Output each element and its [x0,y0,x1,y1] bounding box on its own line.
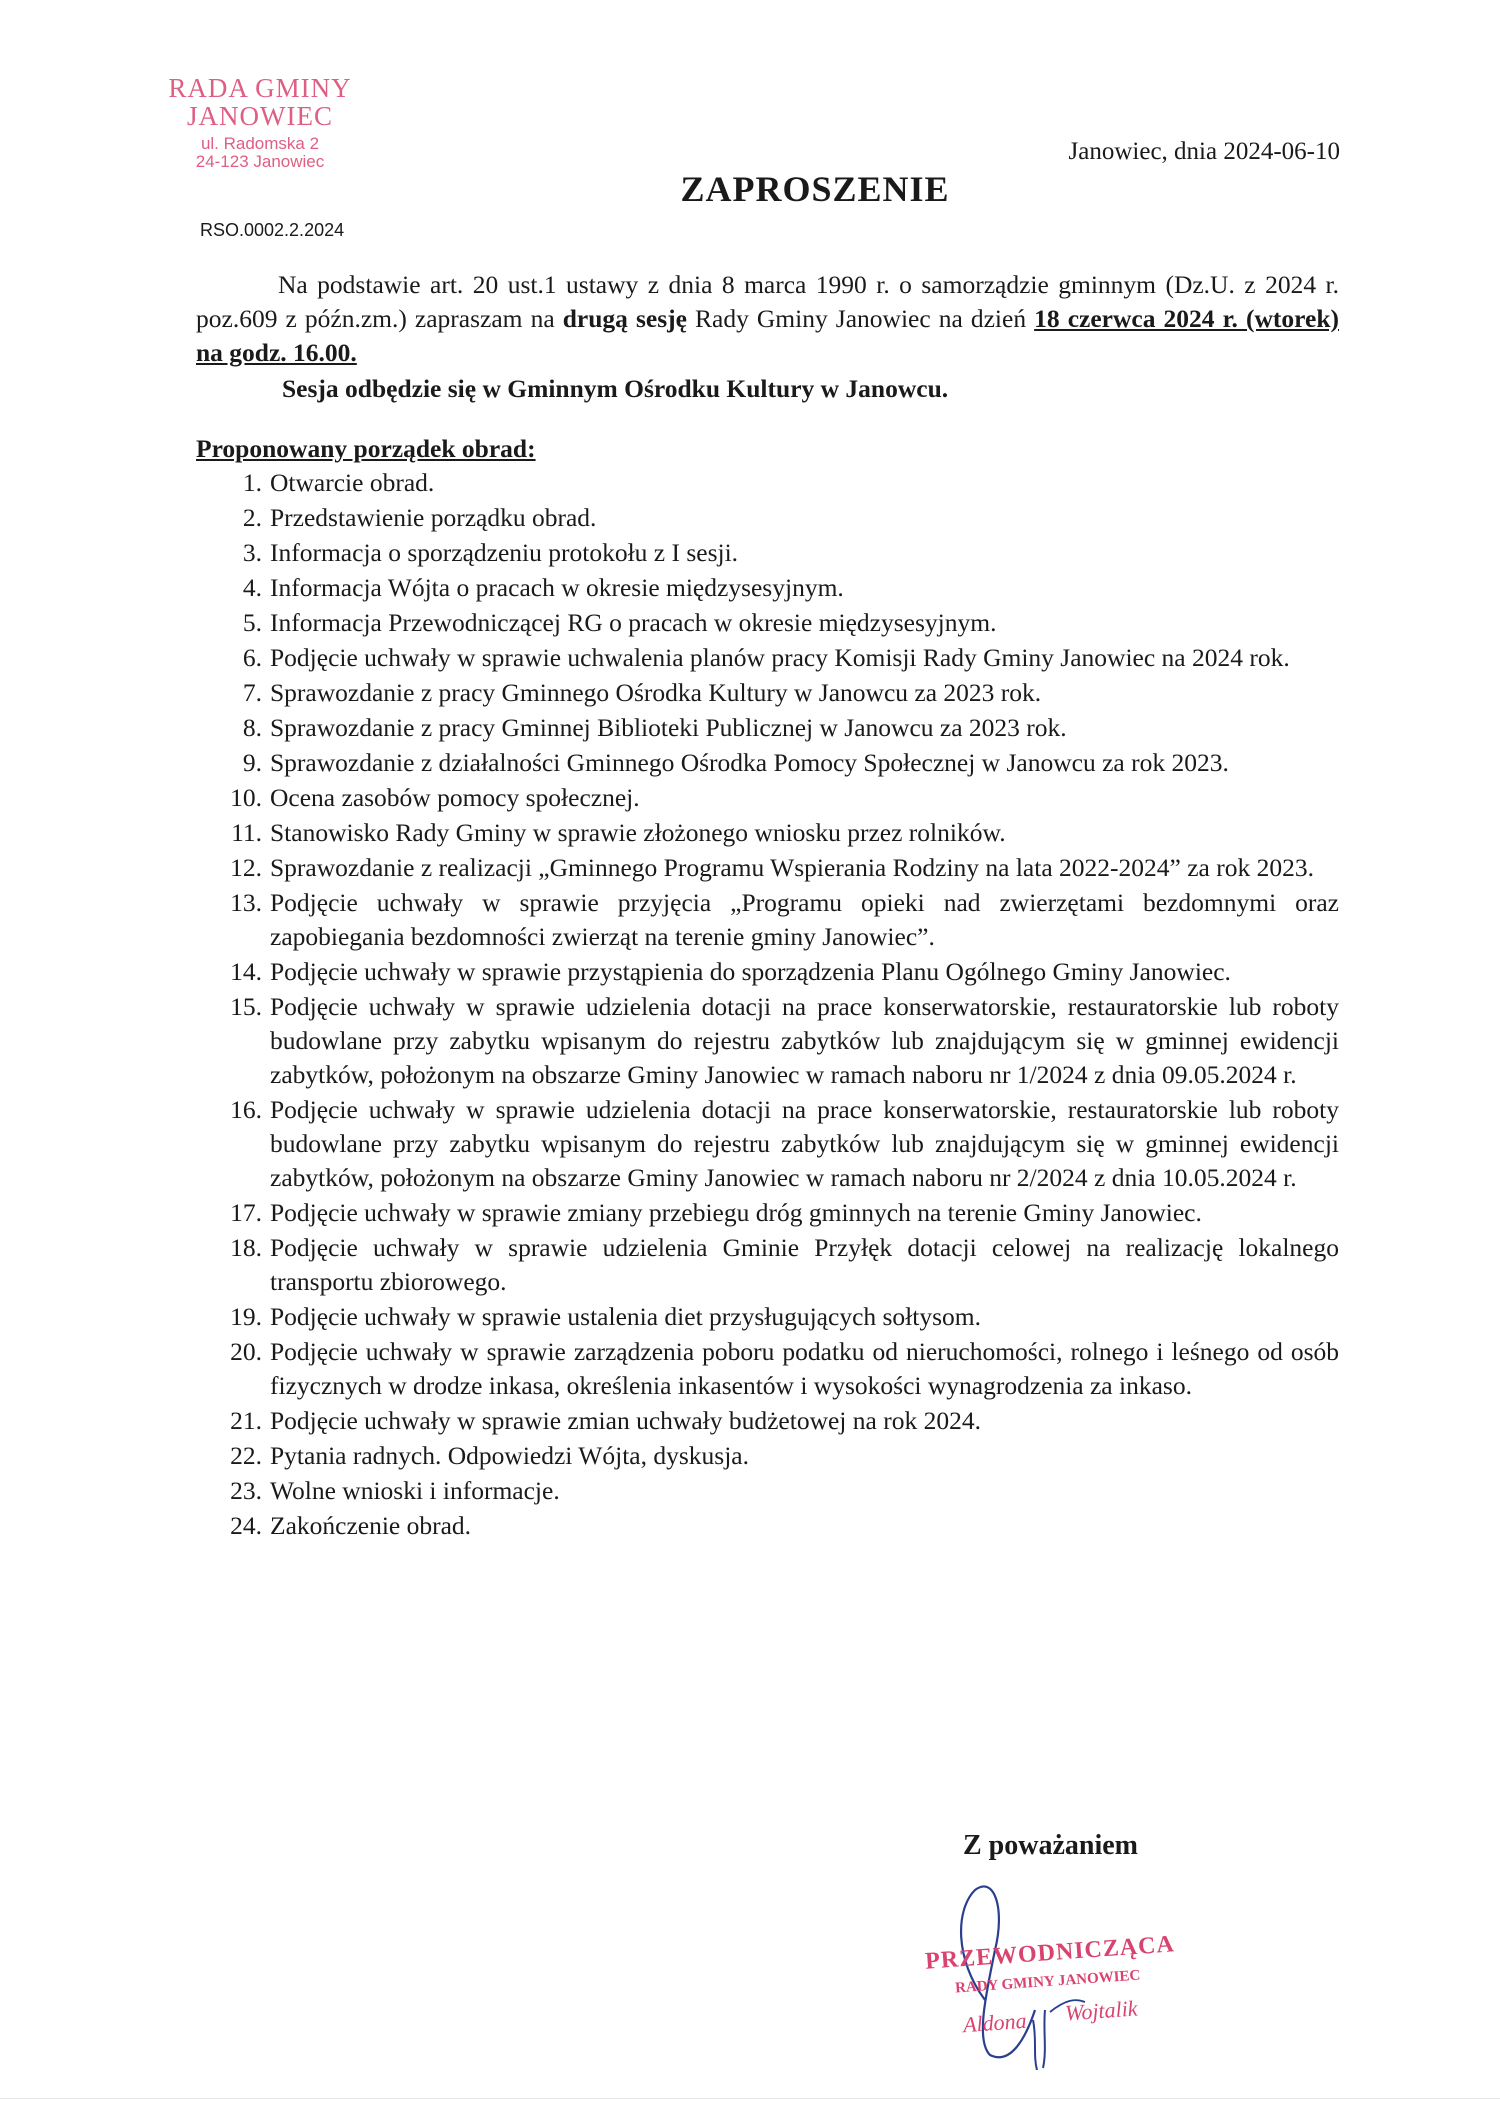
agenda-item [196,746,1339,780]
agenda-item-text: Sprawozdanie z działalności Gminnego Ośrodka Pomocy Społecznej w Janowcu za rok 2023. [270,748,1229,777]
agenda-item-number: 10. [230,783,262,812]
agenda-item-text: Podjęcie uchwały w sprawie zarządzenia poboru podatku od nieruchomości, rolnego i leśnego od osób fizycznych w drodze inkasa, określenia inkasentów i wysokości wynagrodzenia za inkaso. [270,1337,1339,1400]
intro-text-1: Na podstawie art. 20 ust.1 ustawy z dnia 8 marca 1990 r. o samorządzie gminnym (Dz.U. z 2024 r. poz.609 z późn.zm.) zapraszam na [196,270,1339,333]
intro-paragraph [196,268,1339,370]
stamp-role: PRZEWODNICZĄCA [924,1931,1176,1975]
agenda-item-number: 7. [242,678,262,707]
agenda-item-text: Sprawozdanie z pracy Gminnego Ośrodka Kultury w Janowcu za 2023 rok. [270,678,1042,707]
agenda-item-text: Ocena zasobów pomocy społecznej. [270,783,640,812]
reference-number: RSO.0002.2.2024 [200,220,345,240]
agenda-heading: Proponowany porządek obrad: [196,434,536,463]
agenda-item [196,501,1339,535]
closing-phrase: Z poważaniem [963,1830,1138,1861]
agenda-item [196,1196,1339,1230]
stamp-body: RADY GMINY JANOWIEC [954,1967,1141,1997]
agenda-item-number: 3. [242,538,262,567]
agenda-item [196,886,1339,954]
agenda-item [196,816,1339,850]
agenda-item-number: 12. [230,853,262,882]
place-and-date: Janowiec, dnia 2024-06-10 [1068,138,1340,165]
agenda-item [196,571,1339,605]
stamp-line-2: JANOWIEC [187,101,333,132]
agenda-item-text: Podjęcie uchwały w sprawie przyjęcia „Programu opieki nad zwierzętami bezdomnymi oraz zapobiegania bezdomności zwierząt na terenie gminy Janowiec”. [270,888,1339,951]
agenda-item-number: 6. [242,643,262,672]
agenda-item-number: 11. [231,818,262,847]
stamp-line-1: RADA GMINY [168,73,352,103]
agenda-item-text: Informacja Wójta o pracach w okresie międzysesyjnym. [270,573,844,602]
agenda-item-number: 9. [242,748,262,777]
agenda-item-text: Podjęcie uchwały w sprawie przystąpienia do sporządzenia Planu Ogólnego Gminy Janowiec. [270,957,1231,986]
agenda-item [196,466,1339,500]
agenda-item [196,711,1339,745]
agenda-item-text: Pytania radnych. Odpowiedzi Wójta, dyskusja. [270,1441,749,1470]
page-edge-line [0,2098,1500,2099]
agenda-item-number: 21. [230,1406,262,1435]
agenda-item-number: 16. [230,1095,262,1124]
stamp-name-first: Aldona [962,2007,1028,2038]
agenda-item [196,781,1339,815]
agenda-item-text: Informacja Przewodniczącej RG o pracach w okresie międzysesyjnym. [270,608,997,637]
intro-text-2: Rady Gminy Janowiec na dzień [686,304,1035,333]
agenda-item [196,676,1339,710]
agenda-item [196,1474,1339,1508]
agenda-item-text: Stanowisko Rady Gminy w sprawie złożonego wniosku przez rolników. [270,818,1006,847]
agenda-item [196,1231,1339,1299]
session-venue: Sesja odbędzie się w Gminnym Ośrodku Kultury w Janowcu. [282,374,949,403]
council-stamp [160,74,360,170]
agenda-item-number: 24. [230,1511,262,1540]
agenda-item [196,1335,1339,1403]
agenda-item-text: Wolne wnioski i informacje. [270,1476,560,1505]
agenda-item-text: Podjęcie uchwały w sprawie udzielenia dotacji na prace konserwatorskie, restauratorskie lub roboty budowlane przy zabytku wpisanym do rejestru zabytków lub znajdującym się w gminnej ewidencji zabytków, położonym na obszarze Gminy Janowiec w ramach naboru nr 2/2024 z dnia 10.05.2024 r. [270,1095,1339,1192]
session-date-time: 18 czerwca 2024 r. (wtorek) na godz. 16.00. [196,304,1339,367]
agenda-item-text: Sprawozdanie z pracy Gminnej Biblioteki Publicznej w Janowcu za 2023 rok. [270,713,1067,742]
agenda-item-text: Podjęcie uchwały w sprawie zmiany przebiegu dróg gminnych na terenie Gminy Janowiec. [270,1198,1202,1227]
agenda-item [196,1509,1339,1543]
agenda-item-text: Podjęcie uchwały w sprawie uchwalenia planów pracy Komisji Rady Gminy Janowiec na 2024 rok. [270,643,1290,672]
agenda-item-text: Sprawozdanie z realizacji „Gminnego Programu Wspierania Rodziny na lata 2022-2024” za rok 2023. [270,853,1314,882]
agenda-item-text: Przedstawienie porządku obrad. [270,503,597,532]
agenda-item-text: Zakończenie obrad. [270,1511,472,1540]
agenda-item-number: 20. [230,1337,262,1366]
agenda-item-number: 22. [230,1441,262,1470]
signature-stamp [915,1870,1205,2070]
agenda-item-text: Otwarcie obrad. [270,468,435,497]
agenda-item-number: 23. [230,1476,262,1505]
agenda-item-number: 2. [242,503,262,532]
letter-body [196,268,1339,1544]
agenda-item-number: 4. [242,573,262,602]
stamp-line-3: ul. Radomska 2 [200,133,320,153]
agenda-item [196,990,1339,1092]
agenda-item [196,851,1339,885]
document-title: ZAPROSZENIE [680,169,950,209]
agenda-item-number: 13. [230,888,262,917]
agenda-item-text: Podjęcie uchwały w sprawie ustalenia diet przysługujących sołtysom. [270,1302,981,1331]
agenda-item [196,1093,1339,1195]
agenda-item [196,955,1339,989]
agenda-item [196,1300,1339,1334]
agenda-item-text: Podjęcie uchwały w sprawie udzielenia dotacji na prace konserwatorskie, restauratorskie lub roboty budowlane przy zabytku wpisanym do rejestru zabytków lub znajdującym się w gminnej ewidencji zabytków, położonym na obszarze Gminy Janowiec w ramach naboru nr 1/2024 z dnia 09.05.2024 r. [270,992,1339,1089]
agenda-item [196,536,1339,570]
agenda-item-number: 14. [230,957,262,986]
agenda-item-text: Podjęcie uchwały w sprawie udzielenia Gminie Przyłęk dotacji celowej na realizację lokalnego transportu zbiorowego. [270,1233,1339,1296]
agenda-item [196,1439,1339,1473]
session-name: drugą sesję [562,304,687,333]
agenda-item-number: 5. [242,608,262,637]
agenda-item [196,641,1339,675]
agenda-item-number: 18. [230,1233,262,1262]
stamp-line-4: 24-123 Janowiec [195,151,325,171]
agenda-item-number: 17. [230,1198,262,1227]
agenda-item-number: 15. [230,992,262,1021]
stamp-name-last: Wojtalik [1064,1995,1139,2026]
agenda-list [196,466,1339,1543]
agenda-item-text: Podjęcie uchwały w sprawie zmian uchwały budżetowej na rok 2024. [270,1406,981,1435]
agenda-item-text: Informacja o sporządzeniu protokołu z I sesji. [270,538,739,567]
agenda-item-number: 1. [242,468,262,497]
agenda-item [196,1404,1339,1438]
agenda-item-number: 8. [242,713,262,742]
agenda-item [196,606,1339,640]
agenda-item-number: 19. [230,1302,262,1331]
